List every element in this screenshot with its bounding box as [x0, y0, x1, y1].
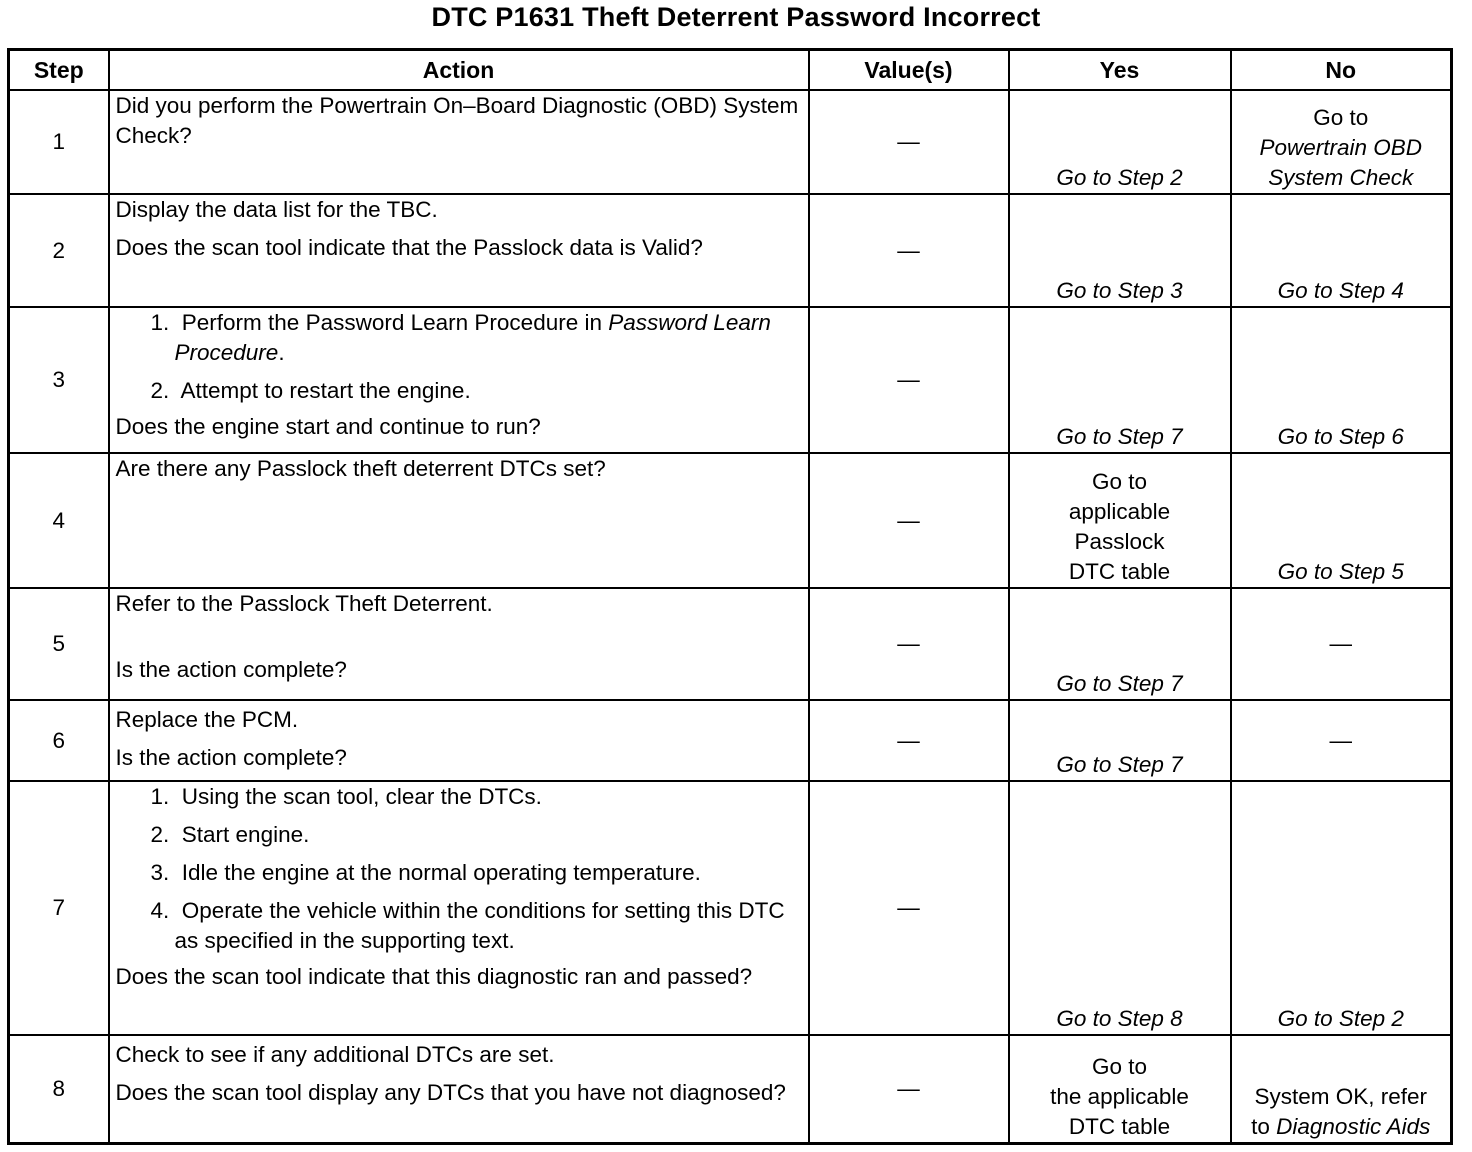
- substep-text: Operate the vehicle within the conditions for setting this DTC as specified in the supporting text.: [174, 898, 785, 953]
- substep-number: 2.: [150, 378, 170, 403]
- value-cell: [809, 1035, 1009, 1143]
- action-question: Is the action complete?: [115, 745, 347, 770]
- action-cell: [109, 588, 809, 700]
- yes-text-line: Passlock: [1074, 529, 1165, 554]
- yes-goto: Go to Step 7: [1056, 671, 1183, 696]
- yes-goto: Go to Step 7: [1056, 752, 1183, 777]
- action-substep: [148, 858, 802, 888]
- substep-number: 4.: [150, 898, 170, 923]
- yes-text-line: the applicable: [1050, 1083, 1189, 1109]
- header-no: No: [1231, 50, 1452, 91]
- no-cell: [1231, 588, 1452, 700]
- yes-cell: [1009, 90, 1231, 194]
- action-question: Does the scan tool indicate that the Passlock data is Valid?: [115, 235, 703, 260]
- substep-text: Start engine.: [181, 822, 310, 847]
- yes-text-line: applicable: [1068, 499, 1171, 524]
- no-cell: [1231, 307, 1452, 453]
- yes-cell: [1009, 588, 1231, 700]
- value-dash: —: [897, 129, 920, 154]
- step-number: 8: [9, 1035, 109, 1143]
- yes-text-line: DTC table: [1068, 559, 1171, 584]
- value-cell: [809, 700, 1009, 781]
- no-reference: Powertrain OBD System Check: [1259, 135, 1423, 190]
- no-cell: [1231, 700, 1452, 781]
- no-cell: [1231, 194, 1452, 307]
- yes-cell: [1009, 307, 1231, 453]
- header-yes: Yes: [1009, 50, 1231, 91]
- value-cell: [809, 194, 1009, 307]
- table-row: [9, 700, 1452, 781]
- table-row: [9, 307, 1452, 453]
- action-cell: [109, 700, 809, 781]
- action-substep: [148, 782, 802, 812]
- action-text: Did you perform the Powertrain On–Board Diagnostic (OBD) System Check?: [115, 93, 799, 148]
- header-action: Action: [109, 50, 809, 91]
- no-cell: [1231, 453, 1452, 588]
- no-text: [1234, 1112, 1449, 1142]
- substep-number: 3.: [150, 860, 170, 885]
- action-question: Is the action complete?: [115, 657, 347, 682]
- yes-cell: [1009, 1035, 1231, 1143]
- table-row: [9, 781, 1452, 1035]
- no-text-to: to: [1251, 1113, 1270, 1139]
- substep-text: Idle the engine at the normal operating temperature.: [181, 860, 701, 885]
- value-dash: —: [897, 367, 920, 392]
- action-cell: [109, 781, 809, 1035]
- action-question: Does the scan tool indicate that this diagnostic ran and passed?: [115, 964, 753, 989]
- action-text: Check to see if any additional DTCs are set.: [115, 1042, 555, 1067]
- table-row: [9, 194, 1452, 307]
- value-cell: [809, 307, 1009, 453]
- no-text: System OK, refer: [1254, 1083, 1428, 1109]
- step-number: 1: [9, 90, 109, 194]
- value-cell: [809, 781, 1009, 1035]
- step-number: 5: [9, 588, 109, 700]
- table-row: [9, 588, 1452, 700]
- no-goto: Go to Step 6: [1277, 424, 1404, 449]
- step-number: 2: [9, 194, 109, 307]
- no-cell: [1231, 1035, 1452, 1143]
- substep-number: 1.: [150, 310, 170, 335]
- value-dash: —: [897, 631, 920, 656]
- value-cell: [809, 588, 1009, 700]
- no-goto: Go to Step 2: [1277, 1006, 1404, 1031]
- page-title: DTC P1631 Theft Deterrent Password Incorrect: [431, 2, 1041, 32]
- action-substep: [148, 896, 802, 956]
- step-number: 7: [9, 781, 109, 1035]
- action-cell: [109, 453, 809, 588]
- action-text: Replace the PCM.: [115, 707, 299, 732]
- yes-cell: [1009, 194, 1231, 307]
- value-dash: —: [897, 237, 920, 263]
- substep-text: Using the scan tool, clear the DTCs.: [181, 784, 542, 809]
- action-substep: [148, 308, 802, 368]
- no-reference: Diagnostic Aids: [1276, 1113, 1431, 1139]
- substep-text: Attempt to restart the engine.: [180, 378, 471, 403]
- step-number: 3: [9, 307, 109, 453]
- yes-text-line: Go to: [1091, 469, 1148, 494]
- yes-goto: Go to Step 2: [1056, 165, 1183, 190]
- action-substep: [148, 820, 802, 850]
- no-dash: —: [1329, 631, 1352, 656]
- header-row: [9, 50, 1452, 91]
- no-dash: —: [1329, 727, 1352, 753]
- action-text: Refer to the Passlock Theft Deterrent.: [115, 591, 493, 616]
- substep-number: 1.: [150, 784, 170, 809]
- action-cell: [109, 90, 809, 194]
- no-goto: Go to Step 4: [1277, 278, 1404, 303]
- yes-text-line: DTC table: [1068, 1113, 1171, 1139]
- yes-goto: Go to Step 8: [1056, 1006, 1183, 1031]
- yes-cell: [1009, 453, 1231, 588]
- substep-number: 2.: [150, 822, 170, 847]
- value-dash: —: [897, 727, 920, 753]
- action-cell: [109, 307, 809, 453]
- yes-goto: Go to Step 3: [1056, 278, 1183, 303]
- table-row: [9, 90, 1452, 194]
- value-dash: —: [897, 1075, 920, 1101]
- action-question: Does the engine start and continue to run?: [115, 414, 541, 439]
- substep-period: .: [278, 340, 285, 365]
- yes-goto: Go to Step 7: [1056, 424, 1183, 449]
- no-cell: [1231, 781, 1452, 1035]
- header-step: Step: [9, 50, 109, 91]
- no-cell: [1231, 90, 1452, 194]
- value-dash: —: [897, 895, 920, 920]
- substep-reference: Password Learn Procedure: [174, 310, 771, 365]
- action-cell: [109, 194, 809, 307]
- action-cell: [109, 1035, 809, 1143]
- value-cell: [809, 453, 1009, 588]
- diagnostic-table: [7, 48, 1453, 1145]
- yes-cell: [1009, 781, 1231, 1035]
- action-question: Does the scan tool display any DTCs that you have not diagnosed?: [115, 1080, 786, 1105]
- no-text: Go to: [1313, 105, 1369, 130]
- action-text: Display the data list for the TBC.: [115, 197, 438, 222]
- substep-text: Perform the Password Learn Procedure in: [181, 310, 602, 335]
- action-question: Are there any Passlock theft deterrent DTCs set?: [115, 456, 606, 481]
- value-cell: [809, 90, 1009, 194]
- table-row: [9, 453, 1452, 588]
- table-row: [9, 1035, 1452, 1143]
- yes-cell: [1009, 700, 1231, 781]
- action-substep: [148, 376, 802, 406]
- header-values: Value(s): [809, 50, 1009, 91]
- step-number: 4: [9, 453, 109, 588]
- value-dash: —: [897, 507, 920, 533]
- step-number: 6: [9, 700, 109, 781]
- no-goto: Go to Step 5: [1277, 559, 1404, 584]
- yes-text-line: Go to: [1091, 1053, 1148, 1079]
